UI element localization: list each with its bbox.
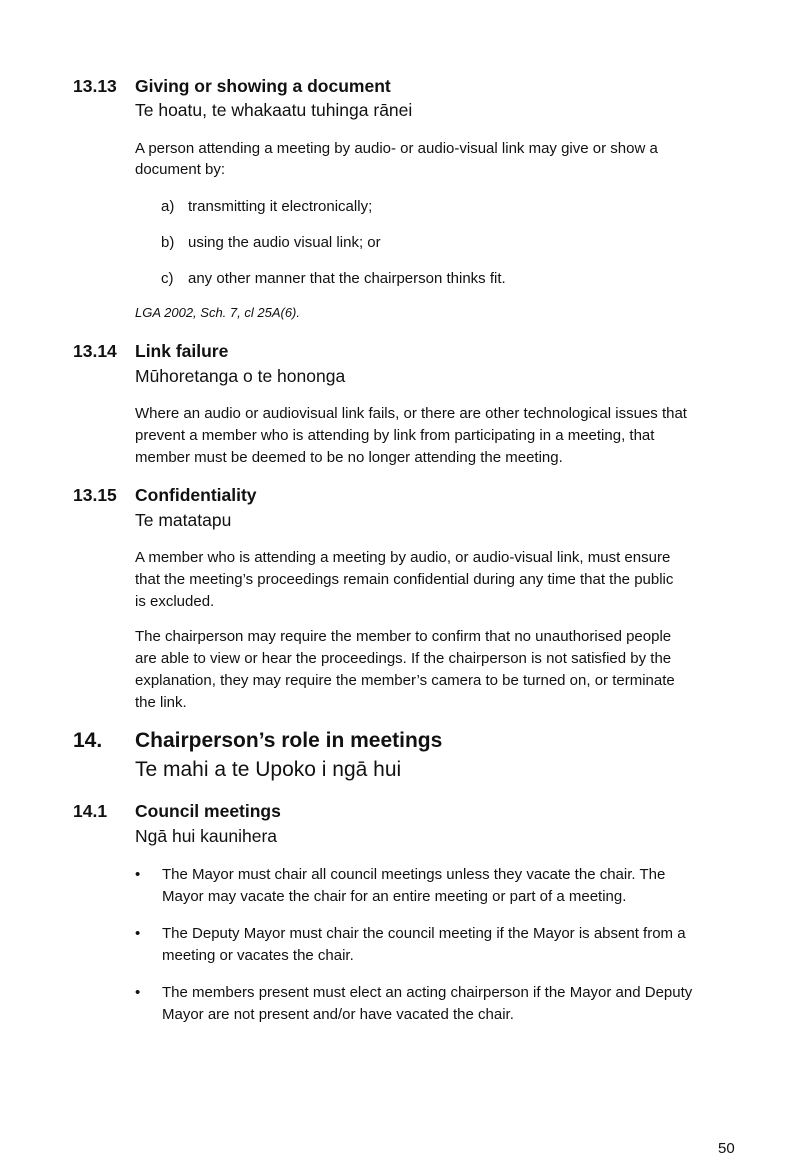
bullet-line: The Mayor must chair all council meetings unless they vacate the chair. The [162,866,666,883]
bullet-marker: • [135,925,141,942]
list-item: using the audio visual link; or [188,234,381,251]
paragraph-line: the link. [135,694,187,711]
paragraph-line: A person attending a meeting by audio- or audio-visual link may give or show a [135,140,658,157]
section-subtitle: Ngā hui kaunihera [135,826,278,846]
section-number: 14.1 [73,801,108,821]
list-marker: b) [161,234,175,251]
section-title: Council meetings [135,801,281,821]
section-number: 13.14 [73,341,117,361]
list-item: transmitting it electronically; [188,198,373,215]
bullet-line: The members present must elect an acting chairperson if the Mayor and Deputy [162,984,693,1001]
paragraph-line: member must be deemed to be no longer attending the meeting. [135,449,563,466]
section-title: Link failure [135,341,229,361]
paragraph-line: A member who is attending a meeting by audio, or audio-visual link, must ensure [135,549,671,566]
section-subtitle: Te matatapu [135,510,232,530]
section-subtitle: Mūhoretanga o te hononga [135,366,346,386]
section-subtitle: Te hoatu, te whakaatu tuhinga rānei [135,100,413,120]
paragraph-line: explanation, they may require the member’s camera to be turned on, or terminate [135,672,675,689]
paragraph-line: The chairperson may require the member to confirm that no unauthorised people [135,628,672,645]
list-marker: a) [161,198,175,215]
chapter-subtitle: Te mahi a te Upoko i ngā hui [135,758,402,781]
bullet-marker: • [135,866,141,883]
legal-citation: LGA 2002, Sch. 7, cl 25A(6). [135,305,300,320]
paragraph-line: Where an audio or audiovisual link fails, or there are other technological issues that [135,405,687,422]
chapter-number: 14. [73,729,103,752]
paragraph-line: that the meeting’s proceedings remain confidential during any time that the public [135,571,674,588]
paragraph-line: prevent a member who is attending by link from participating in a meeting, that [135,427,655,444]
paragraph-line: are able to view or hear the proceedings. If the chairperson is not satisfied by the [135,650,672,667]
bullet-line: meeting or vacates the chair. [162,947,354,964]
section-number: 13.13 [73,76,117,96]
section-title: Giving or showing a document [135,76,391,96]
bullet-line: Mayor may vacate the chair for an entire meeting or part of a meeting. [162,888,627,905]
paragraph-line: is excluded. [135,593,215,610]
chapter-title: Chairperson’s role in meetings [135,729,443,752]
list-marker: c) [161,270,174,287]
section-title: Confidentiality [135,485,257,505]
paragraph-line: document by: [135,161,226,178]
bullet-marker: • [135,984,141,1001]
page-number: 50 [718,1140,735,1157]
list-item: any other manner that the chairperson thinks fit. [188,270,506,287]
section-number: 13.15 [73,485,117,505]
bullet-line: The Deputy Mayor must chair the council meeting if the Mayor is absent from a [162,925,686,942]
bullet-line: Mayor are not present and/or have vacated the chair. [162,1006,514,1023]
